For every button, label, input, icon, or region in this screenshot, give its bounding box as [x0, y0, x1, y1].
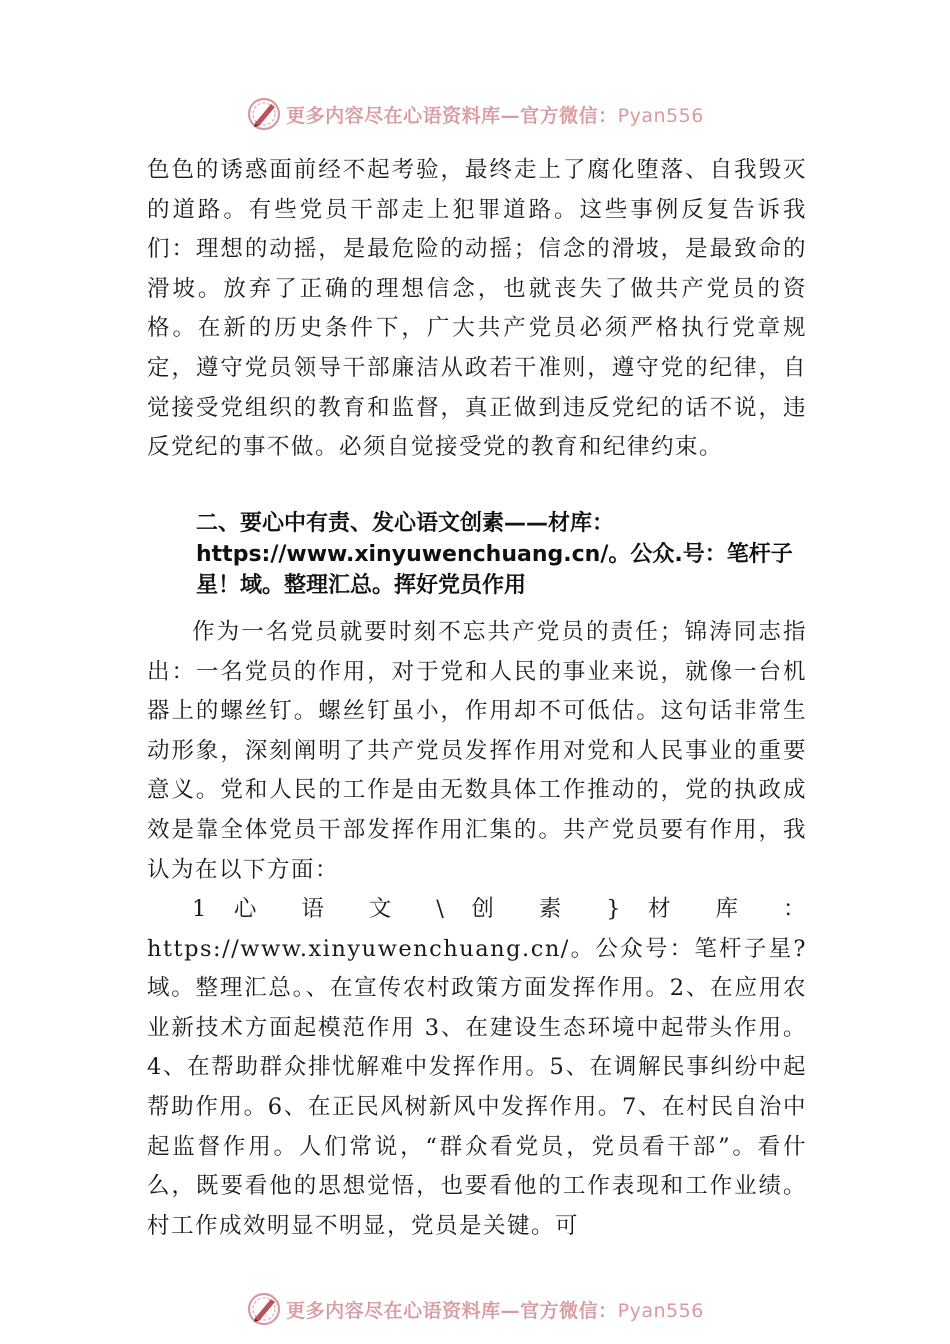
banner-wechat-id: Pyan556 [617, 104, 704, 127]
section-heading: 二、要心中有责、发心语文创素——材库：https://www.xinyuwenchuang.cn/。公众.号：笔杆子星！域。整理汇总。挥好党员作用 [196, 511, 793, 598]
banner-wechat-id: Pyan556 [617, 1299, 704, 1322]
pen-circle-logo-icon [246, 1291, 282, 1327]
paragraph-3 [147, 890, 807, 1246]
banner-text: 更多内容尽在心语资料库—官方微信： [286, 104, 618, 127]
paragraph-1 [147, 151, 807, 468]
paragraph-2 [147, 613, 807, 890]
header-banner [0, 94, 950, 134]
footer-banner [0, 1289, 950, 1329]
paragraph-2-text: 作为一名党员就要时刻不忘共产党员的责任；锦涛同志指出：一名党员的作用，对于党和人民的事业来说，就像一台机器上的螺丝钉。螺丝钉虽小，作用却不可低估。这句话非常生动形象，深刻阐明了共产党员发挥作用对党和人民事业的重要意义。党和人民的工作是由无数具体工作推动的，党的执政成效是靠全体党员干部发挥作用汇集的。共产党员要有作用，我认为在以下方面： [147, 619, 807, 883]
paragraph-3-text: 1 心 语 文 \ 创 素 } 材 库 ： https://www.xinyuwenchuang.cn/。公众号：笔杆子星?域。整理汇总。、在宣传农村政策方面发挥作用。2、在应用农业新技术方面起模范作用 3、在建设生态环境中起带头作用。4、在帮助群众排忧解难中发挥作用。5、在调解民事纠纷中起帮助作用。6、在正民风树新风中发挥作用。7、在村民自治中起监督作用。人们常说，“群众看党员，党员看干部”。看什么，既要看他的思想觉悟，也要看他的工作表现和工作业绩。村工作成效明显不明显，党员是关键。可 [147, 896, 807, 1239]
pen-circle-logo-icon [246, 96, 282, 132]
banner-text: 更多内容尽在心语资料库—官方微信： [286, 1299, 618, 1322]
paragraph-1-text: 色色的诱惑面前经不起考验，最终走上了腐化堕落、自我毁灭的道路。有些党员干部走上犯罪道路。这些事例反复告诉我们：理想的动摇，是最危险的动摇；信念的滑坡，是最致命的滑坡。放弃了正确的理想信念，也就丧失了做共产党员的资格。在新的历史条件下，广大共产党员必须严格执行党章规定，遵守党员领导干部廉洁从政若干准则，遵守党的纪律，自觉接受党组织的教育和监督，真正做到违反党纪的话不说，违反党纪的事不做。必须自觉接受党的教育和纪律约束。 [147, 157, 807, 461]
